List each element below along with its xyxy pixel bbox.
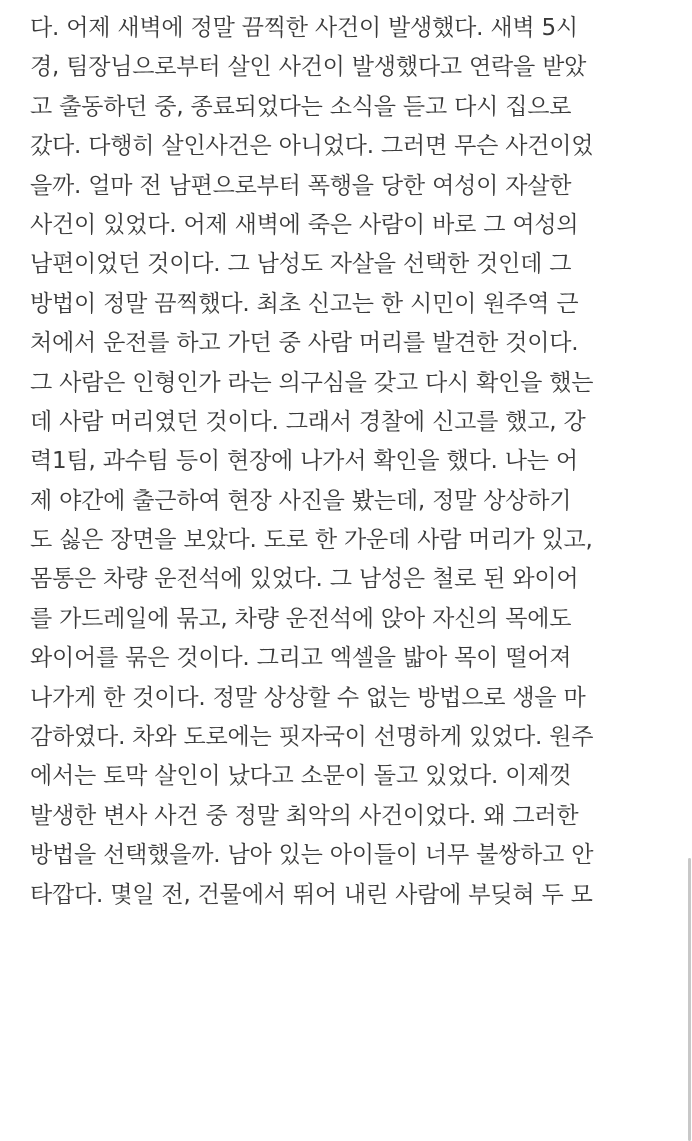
text-line-16: 를 가드레일에 묶고, 차량 운전석에 앉아 자신의 목에도 xyxy=(30,605,572,632)
text-line-21: 발생한 변사 사건 중 정말 최악의 사건이었다. 왜 그러한 xyxy=(30,802,579,829)
text-line-9: 처에서 운전를 하고 가던 중 사람 머리를 발견한 것이다. xyxy=(30,330,579,357)
vertical-scrollbar[interactable] xyxy=(686,858,692,1141)
text-line-13: 제 야간에 출근하여 현장 사진을 봤는데, 정말 상상하기 xyxy=(30,487,572,514)
text-line-8: 방법이 정말 끔찍했다. 최초 신고는 한 시민이 원주역 근 xyxy=(30,290,579,317)
text-line-18: 나가게 한 것이다. 정말 상상할 수 없는 방법으로 생을 마 xyxy=(30,684,586,711)
scrollbar-thumb[interactable] xyxy=(688,858,691,1141)
text-line-11: 데 사람 머리였던 것이다. 그래서 경찰에 신고를 했고, 강 xyxy=(30,408,586,435)
text-line-15: 몸통은 차량 운전석에 있었다. 그 남성은 철로 된 와이어 xyxy=(30,566,579,593)
text-line-14: 도 싫은 장면을 보았다. 도로 한 가운데 사람 머리가 있고, xyxy=(30,527,593,554)
text-line-20: 에서는 토막 살인이 났다고 소문이 돌고 있었다. 이제껏 xyxy=(30,763,572,790)
text-line-5: 을까. 얼마 전 남편으로부터 폭행을 당한 여성이 자살한 xyxy=(30,172,572,199)
text-line-6: 사건이 있었다. 어제 새벽에 죽은 사람이 바로 그 여성의 xyxy=(30,211,579,238)
text-line-19: 감하였다. 차와 도로에는 핏자국이 선명하게 있었다. 원주 xyxy=(30,724,594,751)
text-line-2: 경, 팀장님으로부터 살인 사건이 발생했다고 연락을 받았 xyxy=(30,54,587,81)
text-line-1: 다. 어제 새벽에 정말 끔찍한 사건이 발생했다. 새벽 5시 xyxy=(30,15,578,41)
document-body-text xyxy=(30,9,670,915)
text-line-23: 타깝다. 몇일 전, 건물에서 뛰어 내린 사람에 부딪혀 두 모 xyxy=(30,881,593,908)
text-line-10: 그 사람은 인형인가 라는 의구심을 갖고 다시 확인을 했는 xyxy=(30,369,594,396)
text-line-7: 남편이었던 것이다. 그 남성도 자살을 선택한 것인데 그 xyxy=(30,251,572,278)
text-line-22: 방법을 선택했을까. 남아 있는 아이들이 너무 불쌍하고 안 xyxy=(30,842,594,869)
text-line-3: 고 출동하던 중, 종료되었다는 소식을 듣고 다시 집으로 xyxy=(30,93,572,120)
text-line-12: 력1팀, 과수팀 등이 현장에 나가서 확인을 했다. 나는 어 xyxy=(30,448,578,475)
text-line-4: 갔다. 다행히 살인사건은 아니었다. 그러면 무슨 사건이었 xyxy=(30,133,594,160)
text-line-17: 와이어를 묶은 것이다. 그리고 엑셀을 밟아 목이 떨어져 xyxy=(30,645,572,672)
